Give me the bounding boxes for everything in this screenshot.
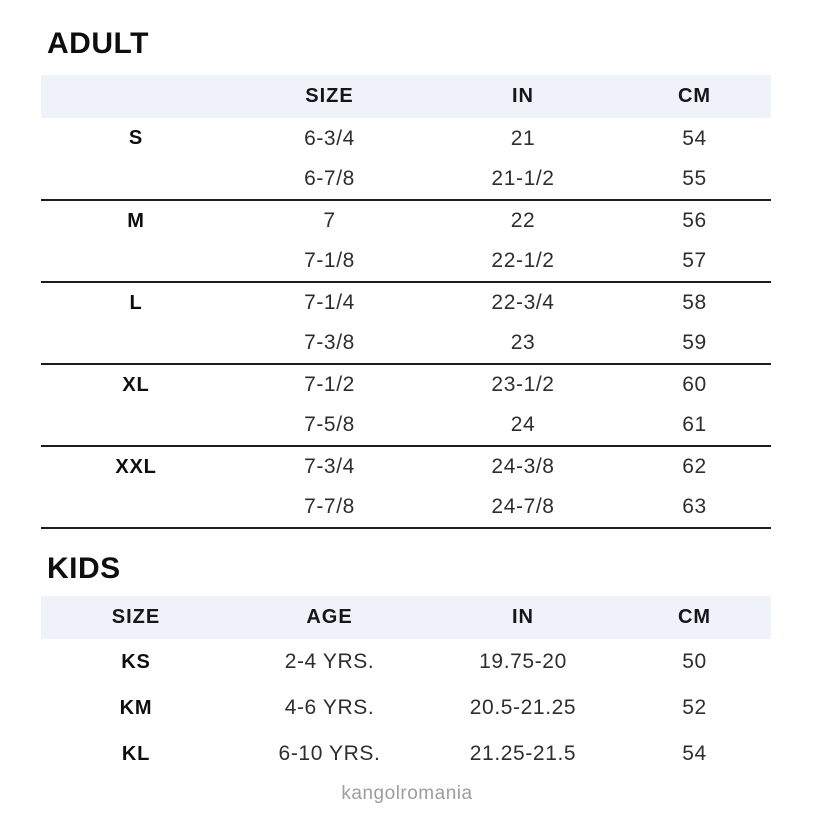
kids-table-body [41, 639, 771, 777]
size-label-cell [41, 323, 231, 364]
value-cell: 23 [510, 331, 536, 354]
table-row [41, 323, 771, 364]
size-label-cell [41, 487, 231, 528]
adult-table-header [41, 75, 771, 118]
value-cell: 55 [682, 167, 707, 190]
size-label-cell: L [129, 291, 143, 314]
value-cell: 58 [682, 291, 707, 314]
value-cell: 21 [510, 126, 536, 150]
size-label-cell: KL [121, 742, 151, 765]
table-row [41, 118, 771, 159]
adult-table-body [41, 118, 771, 528]
kids-col-header-cm: CM [677, 606, 712, 628]
adult-col-header-cm: CM [677, 85, 712, 107]
value-cell: 7-1/2 [304, 373, 355, 396]
value-cell: 56 [682, 209, 707, 232]
value-cell: 54 [682, 742, 707, 765]
table-row [41, 159, 771, 200]
table-row [41, 200, 771, 241]
value-cell: 24-7/8 [491, 495, 555, 518]
value-cell: 7-1/8 [304, 249, 355, 272]
value-cell: 21.25-21.5 [469, 742, 577, 765]
size-label-cell: KS [121, 650, 151, 673]
kids-col-header-in: IN [512, 606, 534, 628]
value-cell: 7-1/4 [304, 291, 355, 314]
value-cell: 22 [510, 209, 536, 232]
value-cell: 4-6 YRS. [284, 696, 375, 719]
adult-header-row [41, 75, 771, 118]
value-cell: 52 [682, 696, 707, 719]
size-label-cell [41, 405, 231, 446]
value-cell: 22-1/2 [491, 249, 555, 272]
value-cell: 6-3/4 [304, 126, 355, 150]
table-row [41, 241, 771, 282]
value-cell: 7-5/8 [304, 413, 355, 436]
table-row [41, 731, 771, 777]
size-label-cell: XL [122, 373, 150, 396]
size-label-cell [41, 159, 231, 200]
kids-col-header-age: AGE [306, 606, 353, 628]
adult-col-header-in: IN [512, 85, 534, 107]
table-row [41, 405, 771, 446]
adult-size-table [41, 75, 771, 529]
value-cell: 61 [682, 413, 707, 436]
value-cell: 20.5-21.25 [469, 696, 577, 719]
value-cell: 19.75-20 [479, 650, 567, 673]
brand-watermark: kangolromania [341, 783, 473, 804]
kids-col-header-size: SIZE [111, 606, 161, 628]
value-cell: 23-1/2 [491, 373, 555, 396]
value-cell: 22-3/4 [491, 291, 555, 314]
size-label-cell: M [127, 209, 145, 232]
value-cell: 7-3/4 [304, 455, 355, 478]
adult-col-header-blank [41, 75, 231, 118]
value-cell: 7-7/8 [304, 495, 355, 518]
size-label-cell: XXL [115, 455, 157, 478]
size-label-cell: KM [119, 696, 153, 719]
value-cell: 63 [682, 495, 707, 518]
kids-section-heading: KIDS [47, 552, 121, 585]
value-cell: 59 [682, 331, 707, 354]
table-row [41, 487, 771, 528]
value-cell: 62 [682, 455, 707, 478]
table-row [41, 685, 771, 731]
adult-section-heading: ADULT [47, 27, 149, 60]
value-cell: 60 [682, 373, 707, 396]
value-cell: 24 [510, 413, 536, 436]
kids-size-table [41, 596, 771, 777]
value-cell: 57 [682, 249, 707, 272]
adult-col-header-size: SIZE [305, 85, 354, 107]
table-row [41, 364, 771, 405]
value-cell: 21-1/2 [491, 167, 555, 190]
value-cell: 6-10 YRS. [278, 742, 381, 765]
kids-header-row [41, 596, 771, 639]
value-cell: 7 [323, 209, 336, 232]
table-row [41, 446, 771, 487]
value-cell: 24-3/8 [491, 455, 555, 478]
kids-table-header [41, 596, 771, 639]
table-row [41, 282, 771, 323]
value-cell: 50 [682, 650, 707, 673]
value-cell: 2-4 YRS. [284, 650, 375, 673]
size-label-cell: S [128, 127, 144, 149]
size-label-cell [41, 241, 231, 282]
table-row [41, 639, 771, 685]
value-cell: 54 [682, 126, 707, 150]
value-cell: 7-3/8 [304, 331, 355, 354]
value-cell: 6-7/8 [304, 167, 355, 190]
